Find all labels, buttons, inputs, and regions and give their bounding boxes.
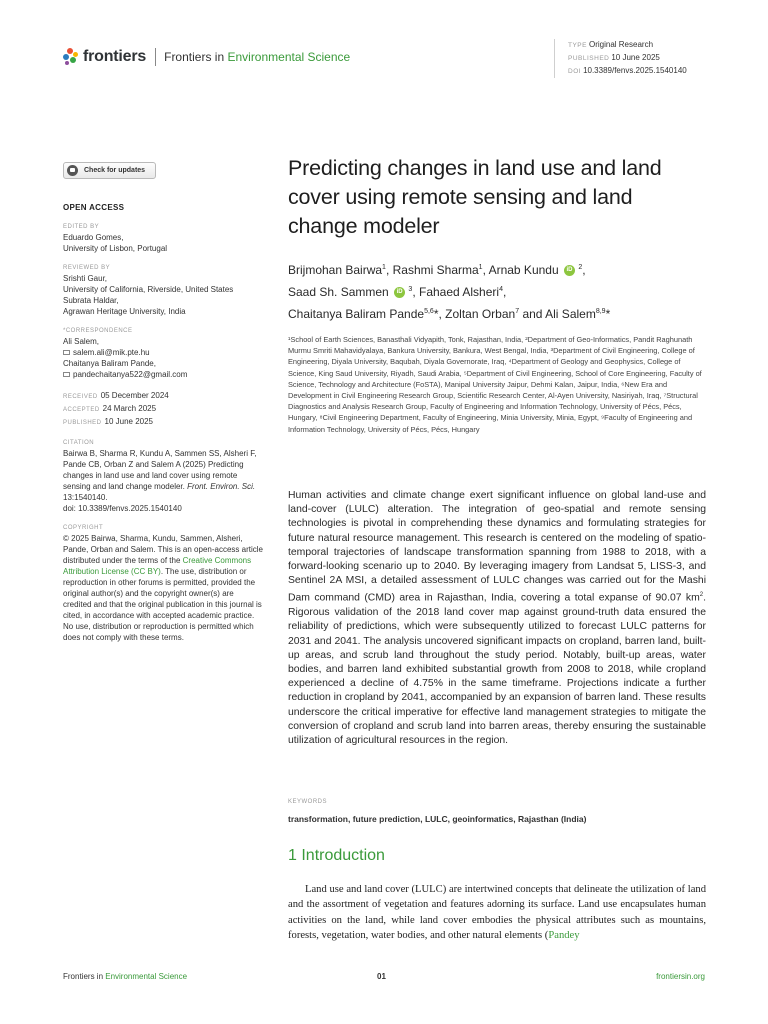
article-dates	[63, 390, 263, 429]
frontiers-logo-icon	[63, 48, 79, 66]
check-updates-icon	[67, 165, 78, 176]
article-sidebar	[63, 162, 263, 643]
mail-icon	[63, 372, 70, 377]
correspondence-email-row-2	[63, 369, 263, 380]
type-value: Original Research	[588, 40, 654, 49]
reviewed-by-label: REVIEWED BY	[63, 265, 111, 271]
published-label: PUBLISHED	[568, 55, 610, 62]
orcid-icon[interactable]: iD	[564, 265, 575, 276]
correspondence-label: *CORRESPONDENCE	[63, 328, 133, 334]
author-name[interactable]: Ali Salem	[545, 307, 596, 321]
doi-value[interactable]: 10.3389/fenvs.2025.1540140	[583, 66, 687, 75]
reviewer-info: Srishti Gaur, University of California, Riverside, United States Subrata Haldar, Agrawan Heritage University, India	[63, 274, 234, 316]
author-name[interactable]: Rashmi Sharma	[392, 263, 479, 277]
keywords-label: KEYWORDS	[288, 799, 328, 805]
author-name[interactable]: Brijmohan Bairwa	[288, 263, 383, 277]
journal-name[interactable]: Frontiers in Environmental Science	[164, 50, 351, 64]
received-date: 05 December 2024	[100, 391, 169, 400]
section-heading-introduction: 1 Introduction	[288, 847, 385, 864]
edited-by-label: EDITED BY	[63, 224, 100, 230]
citation-volume: 13:1540140.	[63, 493, 108, 502]
cc-by-license-link[interactable]: Creative Commons Attribution License (CC BY)	[63, 556, 252, 576]
correspondence-email-1[interactable]: salem.ali@mik.pte.hu	[73, 348, 150, 357]
type-label: TYPE	[568, 42, 587, 49]
introduction-paragraph: Land use and land cover (LULC) are intertwined concepts that delineate the utilization of land and the assortment of vegetation and features adorning its surface. Land use encapsulates human activities on the land, while land cover embodies the physical attributes such as mountains, forests, vegetation, water bodies, and other natural elements (Pandey	[288, 884, 706, 941]
accepted-label: ACCEPTED	[63, 407, 100, 413]
copyright-label: COPYRIGHT	[63, 525, 104, 531]
check-updates-label: Check for updates	[84, 167, 146, 174]
sidebar-published-label: PUBLISHED	[63, 420, 102, 426]
citation-doi[interactable]: doi: 10.3389/fenvs.2025.1540140	[63, 504, 182, 513]
correspondence-email-row-1	[63, 347, 263, 358]
published-value: 10 June 2025	[611, 53, 660, 62]
author-name[interactable]: Fahaed Alsheri	[419, 285, 500, 299]
affiliations: ¹School of Earth Sciences, Banasthali Vidyapith, Tonk, Rajasthan, India, ²Department of Geo-Informatics, Pandit Raghunath Murmu Smriti Mahavidyalaya, Bankura University, Bankura, West Bengal, India, ³Department of Civil Engineering, College of Engineering, Diyala University, Baqubah, Diyala Governorate, Iraq, ⁴Department of Geology and Geophysics, College of Science, King Saud University, Riyadh, Saudi Arabia, ⁵Department of Civil Engineering, School of Core Engineering, Faculty of Science, Technology and Architecture (FoSTA), Manipal University Jaipur, Dehmi Kalan, Jaipur, India, ⁶New Era and Development in Civil Engineering Research Group, Scientific Research Center, Al-Ayen University, Nasiriyah, Iraq, ⁷Structural Diagnostics and Analysis Research Group, Faculty of Engineering and Information Technology, University of Pécs, Pécs, Hungary, ⁸Civil Engineering Department, Faculty of Engineering, Minia University, Minia, Egypt, ⁹Faculty of Engineering and Information Technology, University of Pécs, Pécs, Hungary	[288, 335, 702, 434]
editor-info: Eduardo Gomes, University of Lisbon, Portugal	[63, 233, 168, 253]
citation-journal: Front. Environ. Sci.	[187, 482, 256, 491]
citation-label: CITATION	[63, 440, 95, 446]
citation-main: Bairwa B, Sharma R, Kundu A, Sammen SS, Alsheri F, Pande CB, Orban Z and Salem A (2025) Predicting changes in land use and land cover using remote sensing and land change modeler.	[63, 449, 257, 491]
orcid-icon[interactable]: iD	[394, 287, 405, 298]
correspondence-email-2[interactable]: pandechaitanya522@gmail.com	[73, 370, 188, 379]
page-number: 01	[377, 972, 386, 981]
abstract: Human activities and climate change exert significant influence on global land-use and land-cover (LULC) alteration. The integration of geo-spatial and remote sensing technologies is pivotal in comprehending these dynamics and formulating strategies for future natural resource management. This research is centered on the modeling of spatio-temporal trajectories of landscape transformation spanning from 1988 to 2018, with a forward-looking scenario up to 2040. By leveraging imagery from Landsat 5, LISS-3, and Sentinel 2A MSI, a detailed assessment of LULC changes was carried out for the Mashi Dam command (CMD) area in Rajasthan, India, covering a total expanse of 90.07 $km^2$. Rigorous validation of the 2018 land cover map against ground-truth data ensured the reliability of predictions, which were subsequently utilized to forecast LULC patterns for 2031 and 2041. The analysis uncovered significant impacts on cropland, barren land, built-up areas, and scrub land throughout the study period. Notably, built-up areas, water bodies, and barren land exhibited substantial growth from 2008 to 2018, while cropland experienced a decline of 4.75% in the same timeframe. Projections indicate a further reduction in cropland by 2041, accompanied by an expansion of barren land. These results underscore the critical imperative for effective land management strategies to mitigate the conversion of cropland and scrub land into barren areas, thereby ensuring the sustainable utilization of agricultural resources in the region.	[288, 490, 706, 746]
article-title: Predicting changes in land use and land cover using remote sensing and land change modeler	[288, 156, 662, 238]
sidebar-published-date: 10 June 2025	[104, 417, 154, 426]
correspondence-name-1: Ali Salem,	[63, 337, 100, 346]
author-list: Brijmohan Bairwa$^1$, Rashmi Sharma$^1$, Arnab Kundu iD $^2$, Saad Sh. Sammen iD $^3$, Fahaed Alsheri$^4$, Chaitanya Baliram Pande$^{5,6}$*, Zoltan Orban$^7$ and Ali Salem$^{8,9}$*	[288, 263, 611, 321]
received-label: RECEIVED	[63, 394, 98, 400]
check-for-updates-button[interactable]	[63, 162, 156, 179]
doi-label: DOI	[568, 68, 582, 75]
correspondence-name-2: Chaitanya Baliram Pande,	[63, 359, 156, 368]
author-name[interactable]: Arnab Kundu	[488, 263, 559, 277]
citation-text	[63, 448, 263, 514]
logo-text: frontiers	[83, 48, 147, 65]
copyright-text: © 2025 Bairwa, Sharma, Kundu, Sammen, Alsheri, Pande, Orban and Salem. This is an open-access article distributed under the terms of the Creative Commons Attribution License (CC BY). The use, distribution or reproduction in other forums is permitted, provided the original author(s) and the copyright owner(s) are credited and that the original publication in this journal is cited, in accordance with accepted academic practice. No use, distribution or reproduction is permitted which does not comply with these terms.	[63, 534, 263, 642]
article-meta	[554, 39, 687, 78]
citation-link[interactable]: Pandey	[548, 929, 580, 941]
article-main	[288, 154, 706, 435]
keywords: transformation, future prediction, LULC, geoinformatics, Rajasthan (India)	[288, 814, 587, 824]
footer-journal[interactable]: Frontiers in Environmental Science	[63, 972, 188, 981]
author-name[interactable]: Chaitanya Baliram Pande	[288, 307, 425, 321]
mail-icon	[63, 350, 70, 355]
footer-site-link[interactable]: frontiersin.org	[656, 972, 705, 981]
frontiers-logo[interactable]	[63, 48, 350, 66]
open-access-label: OPEN ACCESS	[63, 203, 125, 212]
page-header	[63, 40, 723, 78]
journal-name-accent: Environmental Science	[227, 50, 351, 64]
logo-divider	[155, 48, 156, 66]
author-name[interactable]: Zoltan Orban	[445, 307, 516, 321]
accepted-date: 24 March 2025	[102, 404, 157, 413]
author-name[interactable]: Saad Sh. Sammen	[288, 285, 389, 299]
